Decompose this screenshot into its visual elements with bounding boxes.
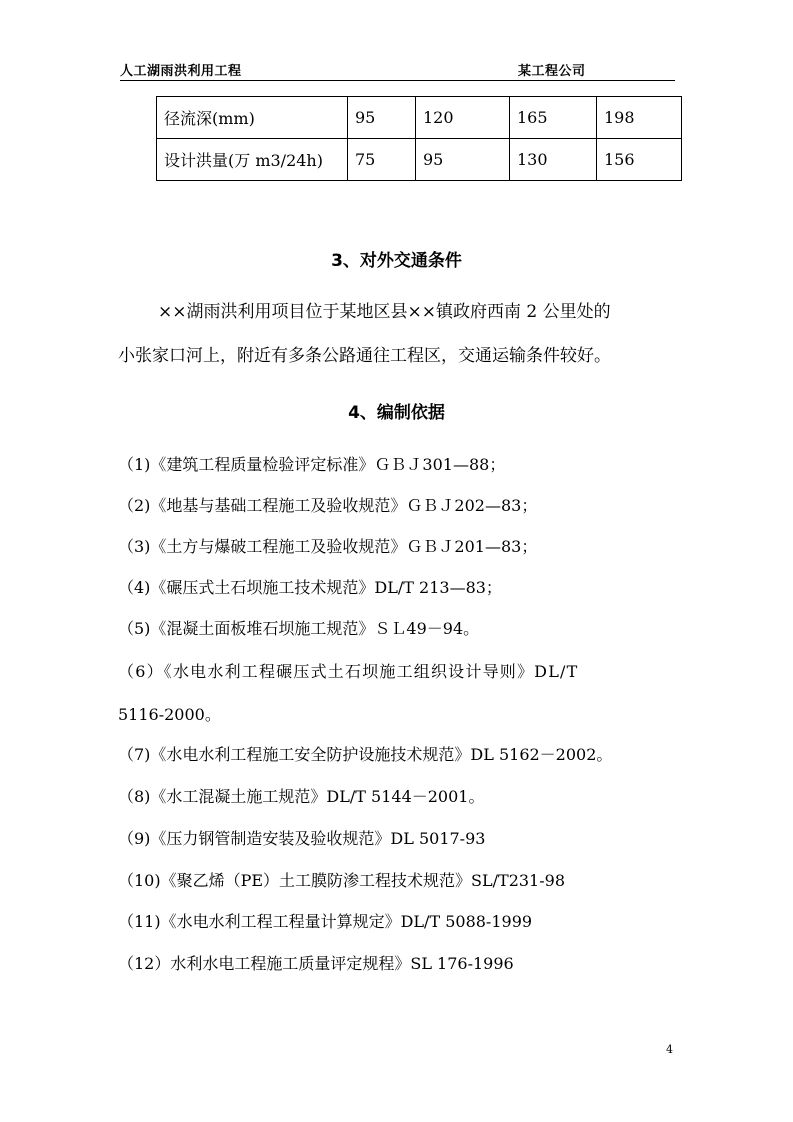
list-item: 5116-2000。 xyxy=(118,705,221,724)
list-item: （1)《建筑工程质量检验评定标准》ＧＢＪ301—88； xyxy=(118,455,506,474)
table-cell: 130 xyxy=(510,139,597,181)
paragraph-line: 小张家口河上，附近有多条公路通往工程区，交通运输条件较好。 xyxy=(118,346,611,366)
header-project-title: 人工湖雨洪利用工程 xyxy=(120,64,242,79)
table-cell: 198 xyxy=(597,97,682,139)
table-cell: 径流深(mm) xyxy=(157,97,348,139)
table-cell: 165 xyxy=(510,97,597,139)
list-item: （10)《聚乙烯（PE）土工膜防渗工程技术规范》SL/T231-98 xyxy=(118,871,566,890)
table-cell: 设计洪量(万 m3/24h) xyxy=(157,139,348,181)
paragraph-line: ××湖雨洪利用项目位于某地区县××镇政府西南 2 公里处的 xyxy=(158,302,611,322)
table-cell: 95 xyxy=(416,139,510,181)
table-cell: 156 xyxy=(597,139,682,181)
list-item: （6）《水电水利工程碾压式土石坝施工组织设计导则》DL/T xyxy=(118,662,579,681)
section-heading-transport: 3、对外交通条件 xyxy=(331,251,462,271)
list-item: （8)《水工混凝土施工规范》DL/T 5144－2001。 xyxy=(118,787,485,806)
table-row xyxy=(157,97,682,139)
list-item: （12）水利水电工程施工质量评定规程》SL 176-1996 xyxy=(118,954,514,973)
table-row xyxy=(157,139,682,181)
list-item: （7)《水电水利工程施工安全防护设施技术规范》DL 5162－2002。 xyxy=(118,745,613,764)
list-item: （3)《土方与爆破工程施工及验收规范》ＧＢＪ201—83； xyxy=(118,537,538,556)
page-header xyxy=(120,58,675,81)
list-item: （5)《混凝土面板堆石坝施工规范》ＳＬ49－94。 xyxy=(118,619,480,638)
table-cell: 75 xyxy=(348,139,416,181)
section-heading-basis: 4、编制依据 xyxy=(348,403,445,423)
list-item: （11)《水电水利工程工程量计算规定》DL/T 5088-1999 xyxy=(118,912,533,931)
list-item: （4)《碾压式土石坝施工技术规范》DL/T 213—83； xyxy=(118,578,502,597)
header-company-name: 某工程公司 xyxy=(518,64,586,79)
page-number: 4 xyxy=(666,1043,673,1056)
table-cell: 95 xyxy=(348,97,416,139)
table-cell: 120 xyxy=(416,97,510,139)
list-item: （2)《地基与基础工程施工及验收规范》ＧＢＪ202—83； xyxy=(118,496,538,515)
list-item: （9)《压力钢管制造安装及验收规范》DL 5017-93 xyxy=(118,829,486,848)
flood-data-table xyxy=(156,96,682,181)
